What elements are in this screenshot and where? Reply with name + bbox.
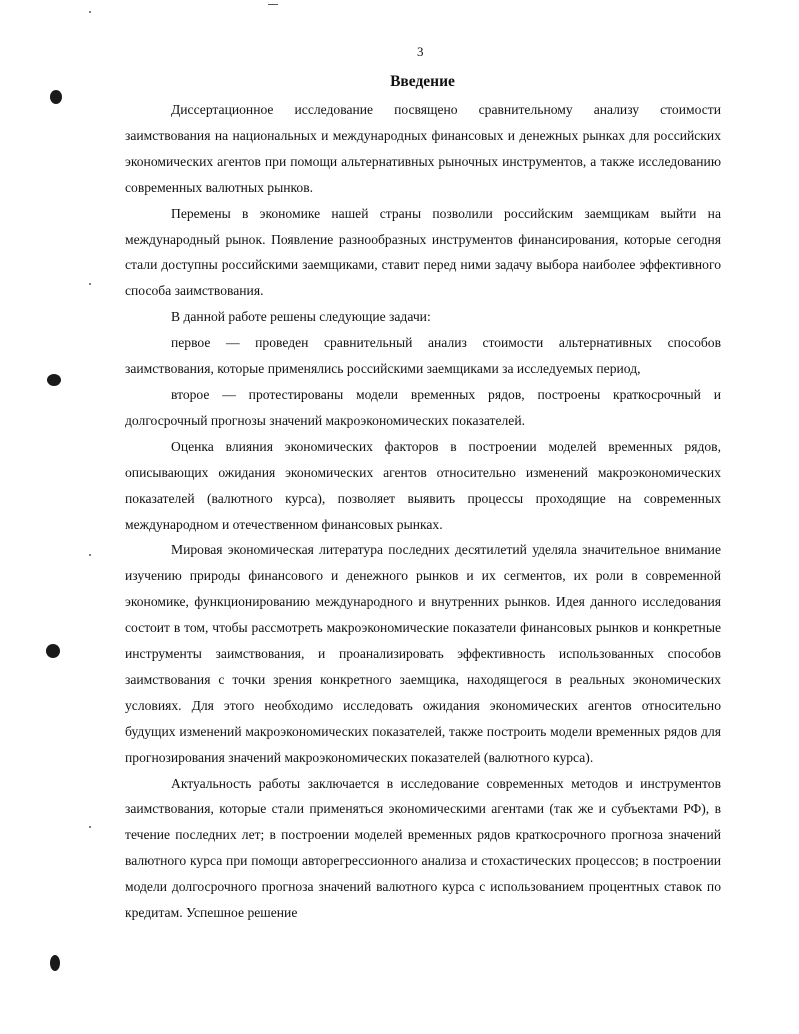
page-number: 3: [417, 44, 424, 59]
binder-hole-mark: [47, 374, 61, 386]
paragraph: В данной работе решены следующие задачи:: [171, 309, 431, 325]
scan-speck: [89, 826, 91, 828]
paragraph: первое — проведен сравнительный анализ стоимости альтернативных способов заимствования, которые применялись российскими заемщиками за исследуемых период,: [125, 335, 721, 377]
paragraph: Диссертационное исследование посвящено сравнительному анализу стоимости заимствования на национальных и международных финансовых и денежных рынках для российских экономических агентов при помощи альтернативных рыночных инструментов, а также исследованию современных валютных рынков.: [125, 102, 721, 195]
paragraph: второе — протестированы модели временных рядов, построены краткосрочный и долгосрочный прогнозы значений макроэкономических показателей.: [125, 386, 721, 428]
body-text: [125, 97, 721, 926]
paragraph: Актуальность работы заключается в исследование современных методов и инструментов заимствования, которые стали применяться экономическими агентами (так же и субъектами РФ), в течение последних лет; в построении моделей временных рядов краткосрочного прогноза значений валютного курса при помощи авторегрессионного анализа и стохастических процессов; в построении модели долгосрочного прогноза значений валютного курса с использованием процентных ставок по кредитам. Успешное решение: [125, 775, 721, 921]
paragraph: Оценка влияния экономических факторов в построении моделей временных рядов, описывающих ожидания экономических агентов относительно изменений макроэкономических показателей (валютного курса), позволяет выявить процессы проходящие на современных международном и отечественном финансовых рынках.: [125, 438, 721, 532]
scan-speck: [89, 283, 91, 285]
binder-hole-mark: [50, 90, 62, 104]
scan-speck: [89, 11, 91, 13]
scan-mark: [268, 4, 278, 5]
scan-speck: [89, 554, 91, 556]
paragraph: Мировая экономическая литература последних десятилетий уделяла значительное внимание изучению природы финансового и денежного рынков и их сегментов, их роли в современной экономике, функционированию международного и внутренних рынков. Идея данного исследования состоит в том, чтобы рассмотреть макроэкономические показатели финансовых рынков и конкретные инструменты заимствования, и проанализировать эффективность использованных способов заимствования с точки зрения конкретного заемщика, находящегося в реальных экономических условиях. Для этого необходимо исследовать ожидания экономических агентов относительно будущих изменений макроэкономических показателей, также построить модели временных рядов для прогнозирования значений макроэкономических показателей (валютного курса).: [125, 542, 721, 765]
binder-hole-mark: [46, 644, 60, 658]
binder-hole-mark: [50, 955, 60, 971]
paragraph: Перемены в экономике нашей страны позволили российским заемщикам выйти на международный рынок. Появление разнообразных инструментов финансирования, которые сегодня стали доступны российскими заемщиками, ставит перед ними задачу выбора наиболее эффективного способа заимствования.: [125, 205, 721, 299]
section-title: Введение: [390, 73, 455, 90]
